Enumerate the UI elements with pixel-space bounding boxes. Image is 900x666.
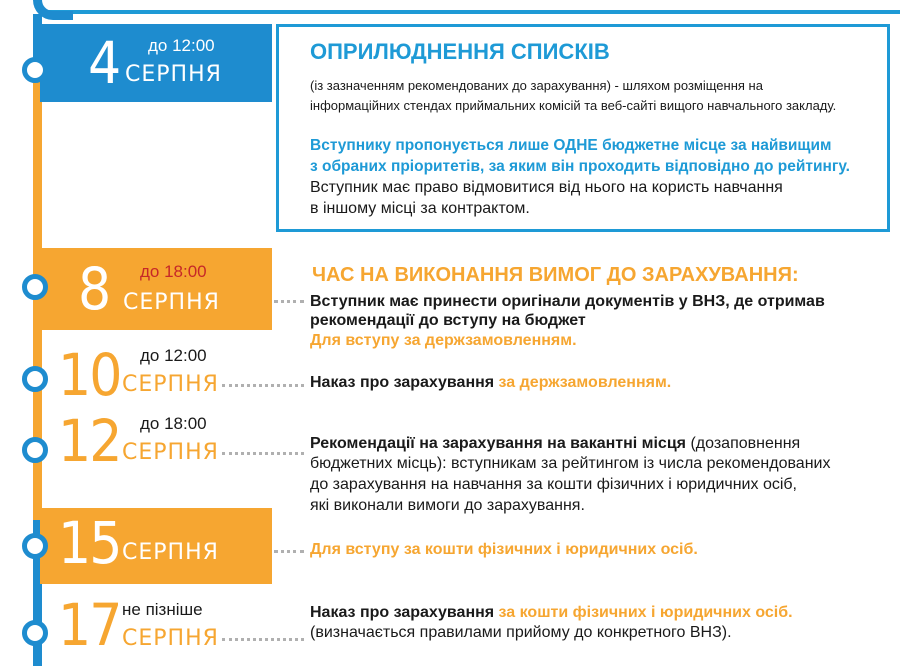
timeline-dot-aug15 (22, 533, 48, 559)
month-aug10: СЕРПНЯ (122, 372, 219, 397)
title-aug8: ЧАС НА ВИКОНАННЯ ВИМОГ ДО ЗАРАХУВАННЯ: (312, 264, 799, 286)
day-number-aug12: 12 (58, 407, 121, 475)
time-aug4: до 12:00 (148, 36, 215, 55)
time-aug8: до 18:00 (140, 262, 207, 281)
day-number-aug8: 8 (78, 255, 110, 323)
month-aug8: СЕРПНЯ (123, 290, 220, 315)
text-aug17-line2: (визначається правилами прийому до конкретного ВНЗ). (310, 624, 732, 641)
month-aug15: СЕРПНЯ (122, 540, 219, 565)
text-aug12-bold: Рекомендації на зарахування на вакантні місця (310, 435, 686, 452)
connector-aug8 (274, 300, 304, 303)
text-aug4-line3: Вступник має право відмовитися від нього на користь навчання (310, 179, 783, 196)
timeline-dot-aug4 (22, 57, 48, 83)
text-aug17-bold: Наказ про зарахування (310, 604, 499, 621)
time-aug12: до 18:00 (140, 414, 207, 433)
text-aug4-line2: інформаційних стендах приймальних комісій та веб-сайті вищого навчального закладу. (310, 98, 837, 113)
text-aug4-highlight1: Вступнику пропонується лише ОДНЕ бюджетне місце за найвищим (310, 137, 832, 154)
text-aug8-line2: рекомендації до вступу на бюджет (310, 312, 586, 329)
text-aug12-line4: які виконали вимоги до зарахування. (310, 497, 585, 514)
text-aug8-line3: Для вступу за держзамовленням. (310, 332, 577, 349)
text-aug12-line2: бюджетних місць): вступникам за рейтингом із числа рекомендованих (310, 455, 831, 472)
timeline-dot-aug12 (22, 437, 48, 463)
month-aug17: СЕРПНЯ (122, 626, 219, 651)
text-aug12-rest: (дозаповнення (686, 435, 801, 452)
time-aug17: не пізніше (122, 600, 203, 619)
day-number-aug15: 15 (58, 509, 121, 577)
month-aug4: СЕРПНЯ (125, 62, 222, 87)
timeline-dot-aug8 (22, 274, 48, 300)
text-aug17-orange: за кошти фізичних і юридичних осіб. (498, 604, 793, 621)
connector-aug10 (222, 384, 304, 387)
connector-aug15 (274, 550, 304, 553)
time-aug10: до 12:00 (140, 346, 207, 365)
text-aug10 (310, 373, 671, 392)
day-number-aug4: 4 (88, 29, 120, 97)
date-block-aug8 (40, 248, 272, 330)
text-aug17-line1 (310, 603, 793, 622)
text-aug10-bold: Наказ про зарахування (310, 374, 499, 391)
title-aug4: ОПРИЛЮДНЕННЯ СПИСКІВ (310, 39, 610, 64)
timeline-dot-aug17 (22, 620, 48, 646)
text-aug4-highlight2: з обраних пріоритетів, за яким він проходить відповідно до рейтингу. (310, 158, 850, 175)
text-aug10-orange: за держзамовленням. (498, 374, 672, 391)
day-number-aug17: 17 (58, 591, 121, 659)
connector-aug17 (222, 638, 304, 641)
text-aug12-line3: до зарахування на навчання за кошти фізичних і юридичних осіб, (310, 476, 797, 493)
connector-aug12 (222, 452, 304, 455)
text-aug12-line1 (310, 434, 800, 453)
text-aug8-line1: Вступник має принести оригінали документів у ВНЗ, де отримав (310, 293, 825, 310)
text-aug4-line1: (із зазначенням рекомендованих до зарахування) - шляхом розміщення на (310, 78, 763, 93)
text-aug4-line4: в іншому місці за контрактом. (310, 200, 530, 217)
day-number-aug10: 10 (58, 341, 121, 409)
month-aug12: СЕРПНЯ (122, 440, 219, 465)
top-border (40, 0, 900, 14)
text-aug15: Для вступу за кошти фізичних і юридичних осіб. (310, 541, 698, 558)
timeline-dot-aug10 (22, 366, 48, 392)
